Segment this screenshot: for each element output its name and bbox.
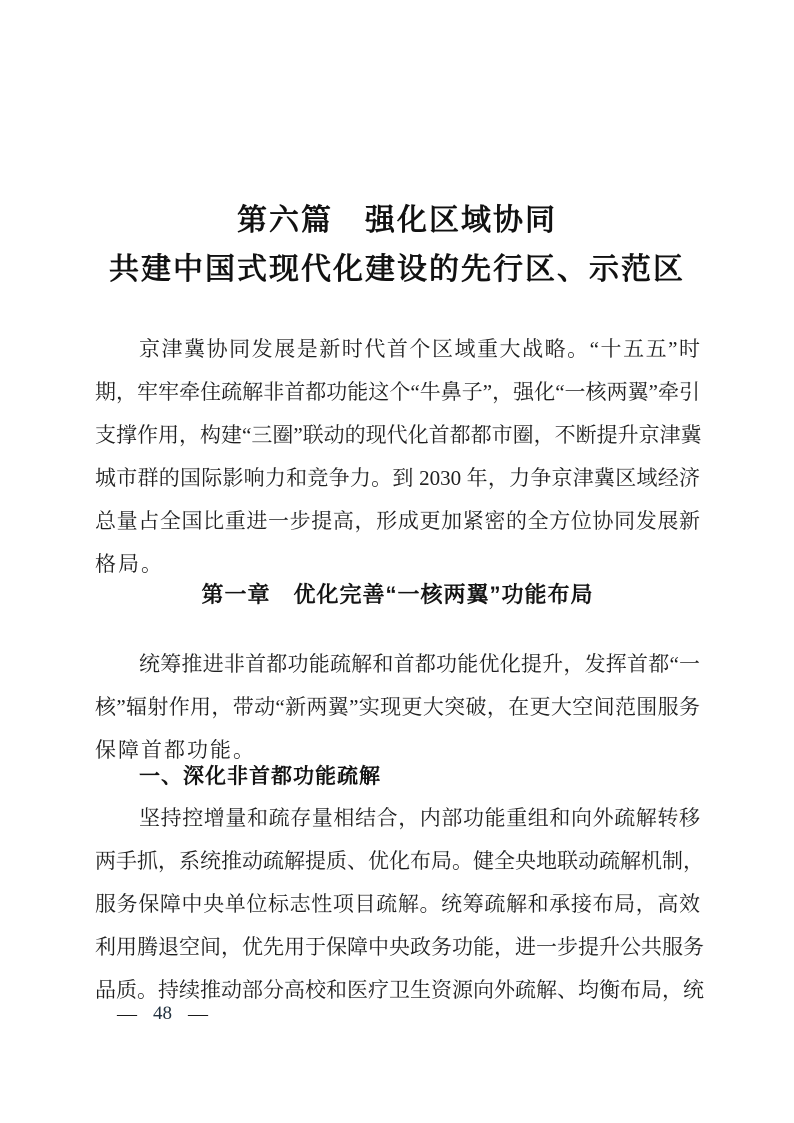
text-line: 城市群的国际影响力和竞争力。到 2030 年，力争京津冀区域经济 bbox=[95, 466, 700, 490]
chapter-heading: 第一章 优化完善“一核两翼”功能布局 bbox=[201, 582, 594, 607]
text-line: 坚持控增量和疏存量相结合，内部功能重组和向外疏解转移 bbox=[139, 806, 700, 830]
section-heading: 一、深化非首都功能疏解 bbox=[139, 765, 381, 788]
footer-dash-right: — bbox=[188, 1003, 208, 1025]
text-line: 利用腾退空间，优先用于保障中央政务功能，进一步提升公共服务 bbox=[95, 935, 704, 959]
text-line: 期，牢牢牵住疏解非首都功能这个“牛鼻子”，强化“一核两翼”牵引 bbox=[95, 380, 700, 404]
text-line: 核”辐射作用，带动“新两翼”实现更大突破，在更大空间范围服务 bbox=[95, 695, 700, 719]
text-line: 京津冀协同发展是新时代首个区域重大战略。“十五五”时 bbox=[139, 337, 700, 361]
text-line: 保障首都功能。 bbox=[95, 738, 256, 762]
part-title bbox=[60, 196, 734, 294]
part-title-line-1: 第六篇 强化区域协同 bbox=[237, 204, 557, 237]
text-line: 总量占全国比重进一步提高，形成更加紧密的全方位协同发展新 bbox=[95, 509, 700, 533]
text-line: 品质。持续推动部分高校和医疗卫生资源向外疏解、均衡布局，统 bbox=[95, 978, 704, 1002]
page-number: 48 bbox=[153, 1003, 172, 1024]
text-line: 两手抓，系统推动疏解提质、优化布局。健全央地联动疏解机制， bbox=[95, 849, 704, 873]
text-line: 统筹推进非首都功能疏解和首都功能优化提升，发挥首都“一 bbox=[139, 652, 700, 676]
chapter-lead-paragraph bbox=[95, 643, 700, 772]
footer-dash-left: — bbox=[117, 1003, 137, 1025]
page-footer bbox=[117, 1001, 208, 1027]
part-title-line-2: 共建中国式现代化建设的先行区、示范区 bbox=[109, 253, 685, 286]
text-line: 支撑作用，构建“三圈”联动的现代化首都都市圈，不断提升京津冀 bbox=[95, 423, 702, 447]
text-line: 服务保障中央单位标志性项目疏解。统筹疏解和承接布局，高效 bbox=[95, 892, 700, 916]
text-line: 格局。 bbox=[95, 552, 164, 576]
intro-paragraph bbox=[95, 328, 700, 586]
section-paragraph bbox=[95, 797, 704, 1012]
